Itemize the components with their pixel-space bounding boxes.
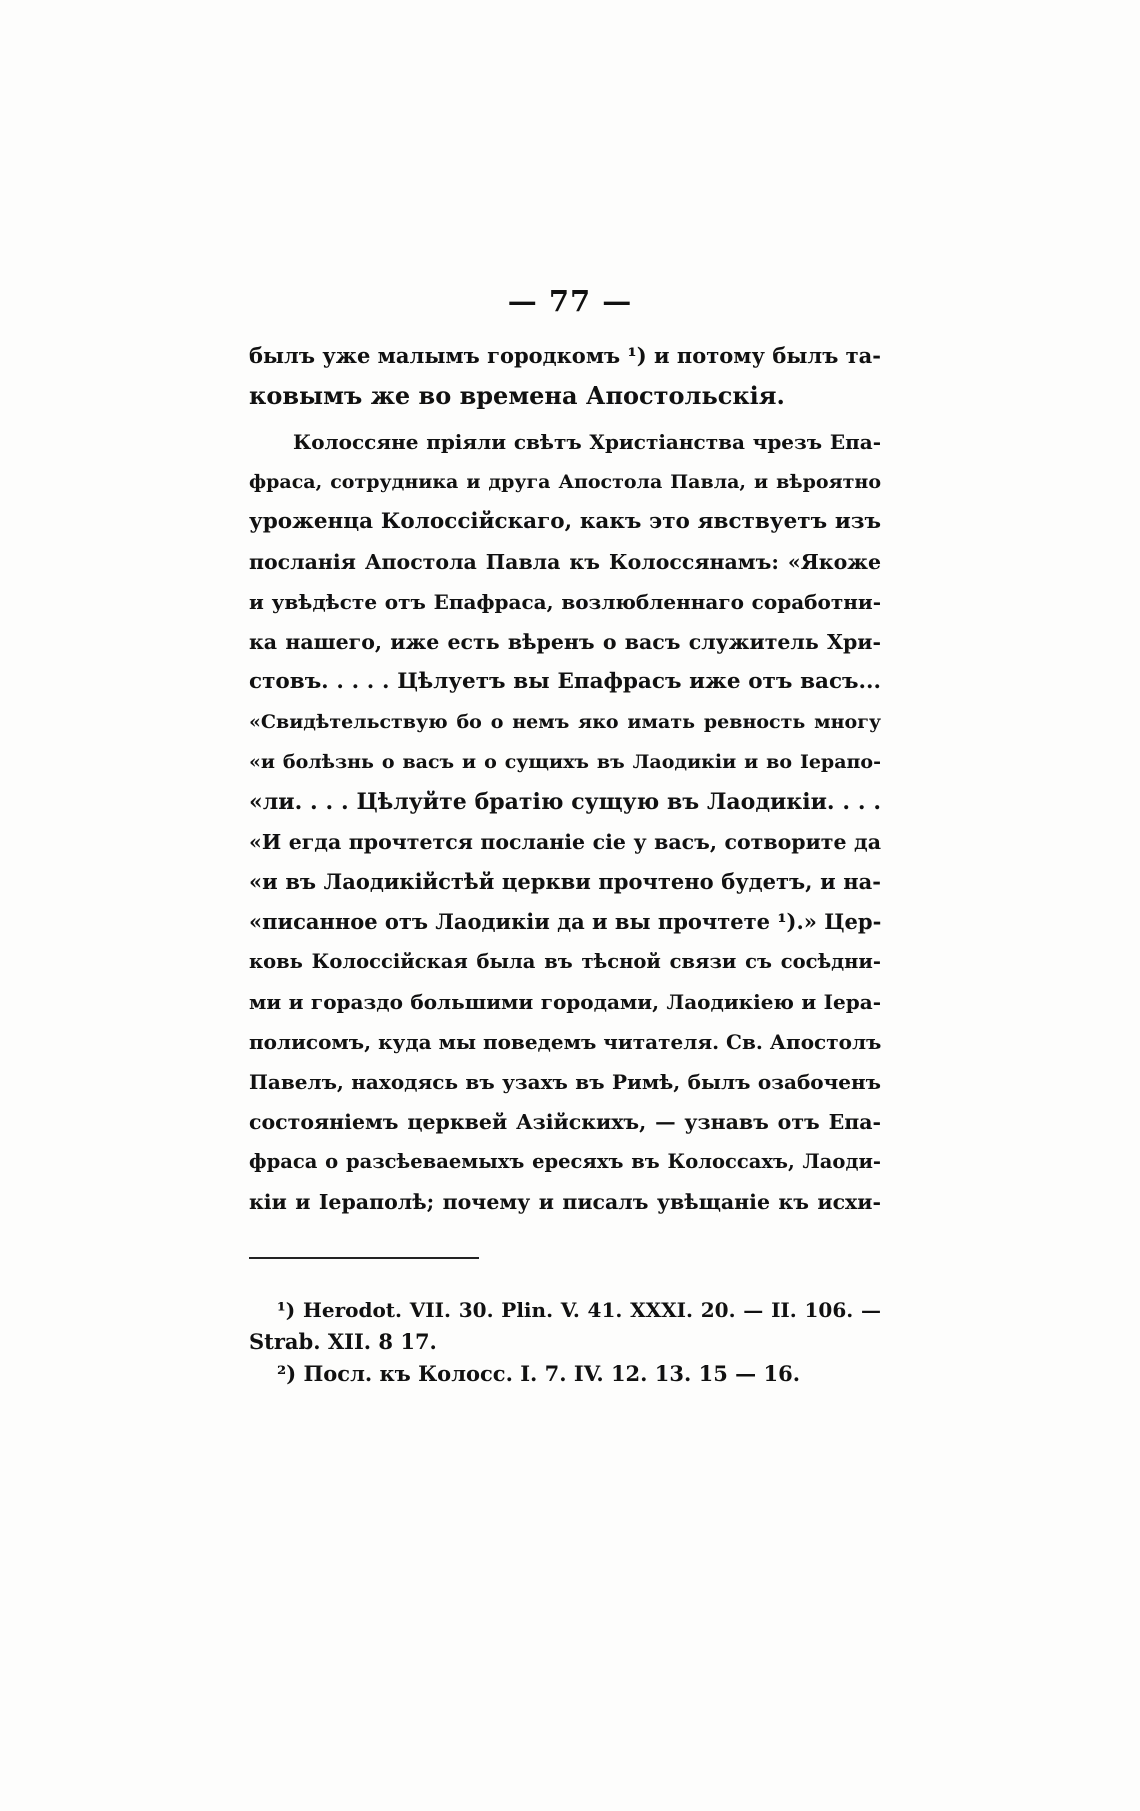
footnote-divider	[249, 1257, 479, 1259]
text-line: стовъ. . . . . Цѣлуетъ вы Епафрасъ иже отъ васъ...	[249, 669, 881, 694]
page-number: — 77 —	[507, 284, 633, 318]
text-line: фраса о разсѣеваемыхъ ересяхъ въ Колоссахъ, Лаоди-	[249, 1150, 881, 1173]
text-line: кіи и Іераполѣ; почему и писалъ увѣщаніе къ исхи-	[249, 1190, 881, 1214]
text-line: «писанное отъ Лаодикіи да и вы прочтете ¹).» Цер-	[249, 909, 881, 934]
text-line: уроженца Колоссійскаго, какъ это явствуетъ изъ	[249, 509, 881, 534]
text-line: Павелъ, находясь въ узахъ въ Римѣ, былъ озабоченъ	[249, 1070, 881, 1094]
text-line: «ли. . . . Цѣлуйте братію сущую въ Лаодикіи. . . .	[249, 789, 881, 815]
footnote: Strab. XII. 8 17.	[249, 1329, 437, 1354]
text-line: ка нашего, иже есть вѣренъ о васъ служитель Хри-	[249, 630, 881, 654]
footnotes	[249, 1294, 881, 1390]
text-line: «И егда прочтется посланіе сіе у васъ, сотворите да	[249, 830, 881, 854]
text-line: состояніемъ церквей Азійскихъ, — узнавъ отъ Епа-	[249, 1110, 881, 1134]
text-line: фраса, сотрудника и друга Апостола Павла, и вѣроятно	[249, 471, 881, 493]
footnote: ²) Посл. къ Колосс. I. 7. IV. 12. 13. 15 — 16.	[277, 1361, 801, 1386]
footnote: ¹) Herodot. VII. 30. Plin. V. 41. XXXI. 20. — II. 106. —	[277, 1298, 881, 1322]
main-text	[249, 336, 881, 1222]
text-line: и увѣдѣсте отъ Епафраса, возлюбленнаго соработни-	[249, 590, 881, 614]
text-line: посланія Апостола Павла къ Колоссянамъ: «Якоже	[249, 550, 881, 574]
text-line: «Свидѣтельствую бо о немъ яко имать ревность многу	[249, 711, 881, 733]
text-line: ми и гораздо большими городами, Лаодикіею и Іера-	[249, 990, 881, 1014]
text-line: ковь Колоссійская была въ тѣсной связи съ сосѣдни-	[249, 950, 881, 973]
text-line: Колоссяне пріяли свѣтъ Христіанства чрезъ Епа-	[293, 430, 881, 454]
text-line: ковымъ же во времена Апостольскія.	[249, 381, 785, 410]
text-line: былъ уже малымъ городкомъ ¹) и потому былъ та-	[249, 343, 881, 368]
text-line: «и въ Лаодикійстѣй церкви прочтено будетъ, и на-	[249, 869, 881, 894]
text-line: полисомъ, куда мы поведемъ читателя. Св. Апостолъ	[249, 1030, 881, 1054]
text-line: «и болѣзнь о васъ и о сущихъ въ Лаодикіи и во Іерапо-	[249, 751, 881, 773]
